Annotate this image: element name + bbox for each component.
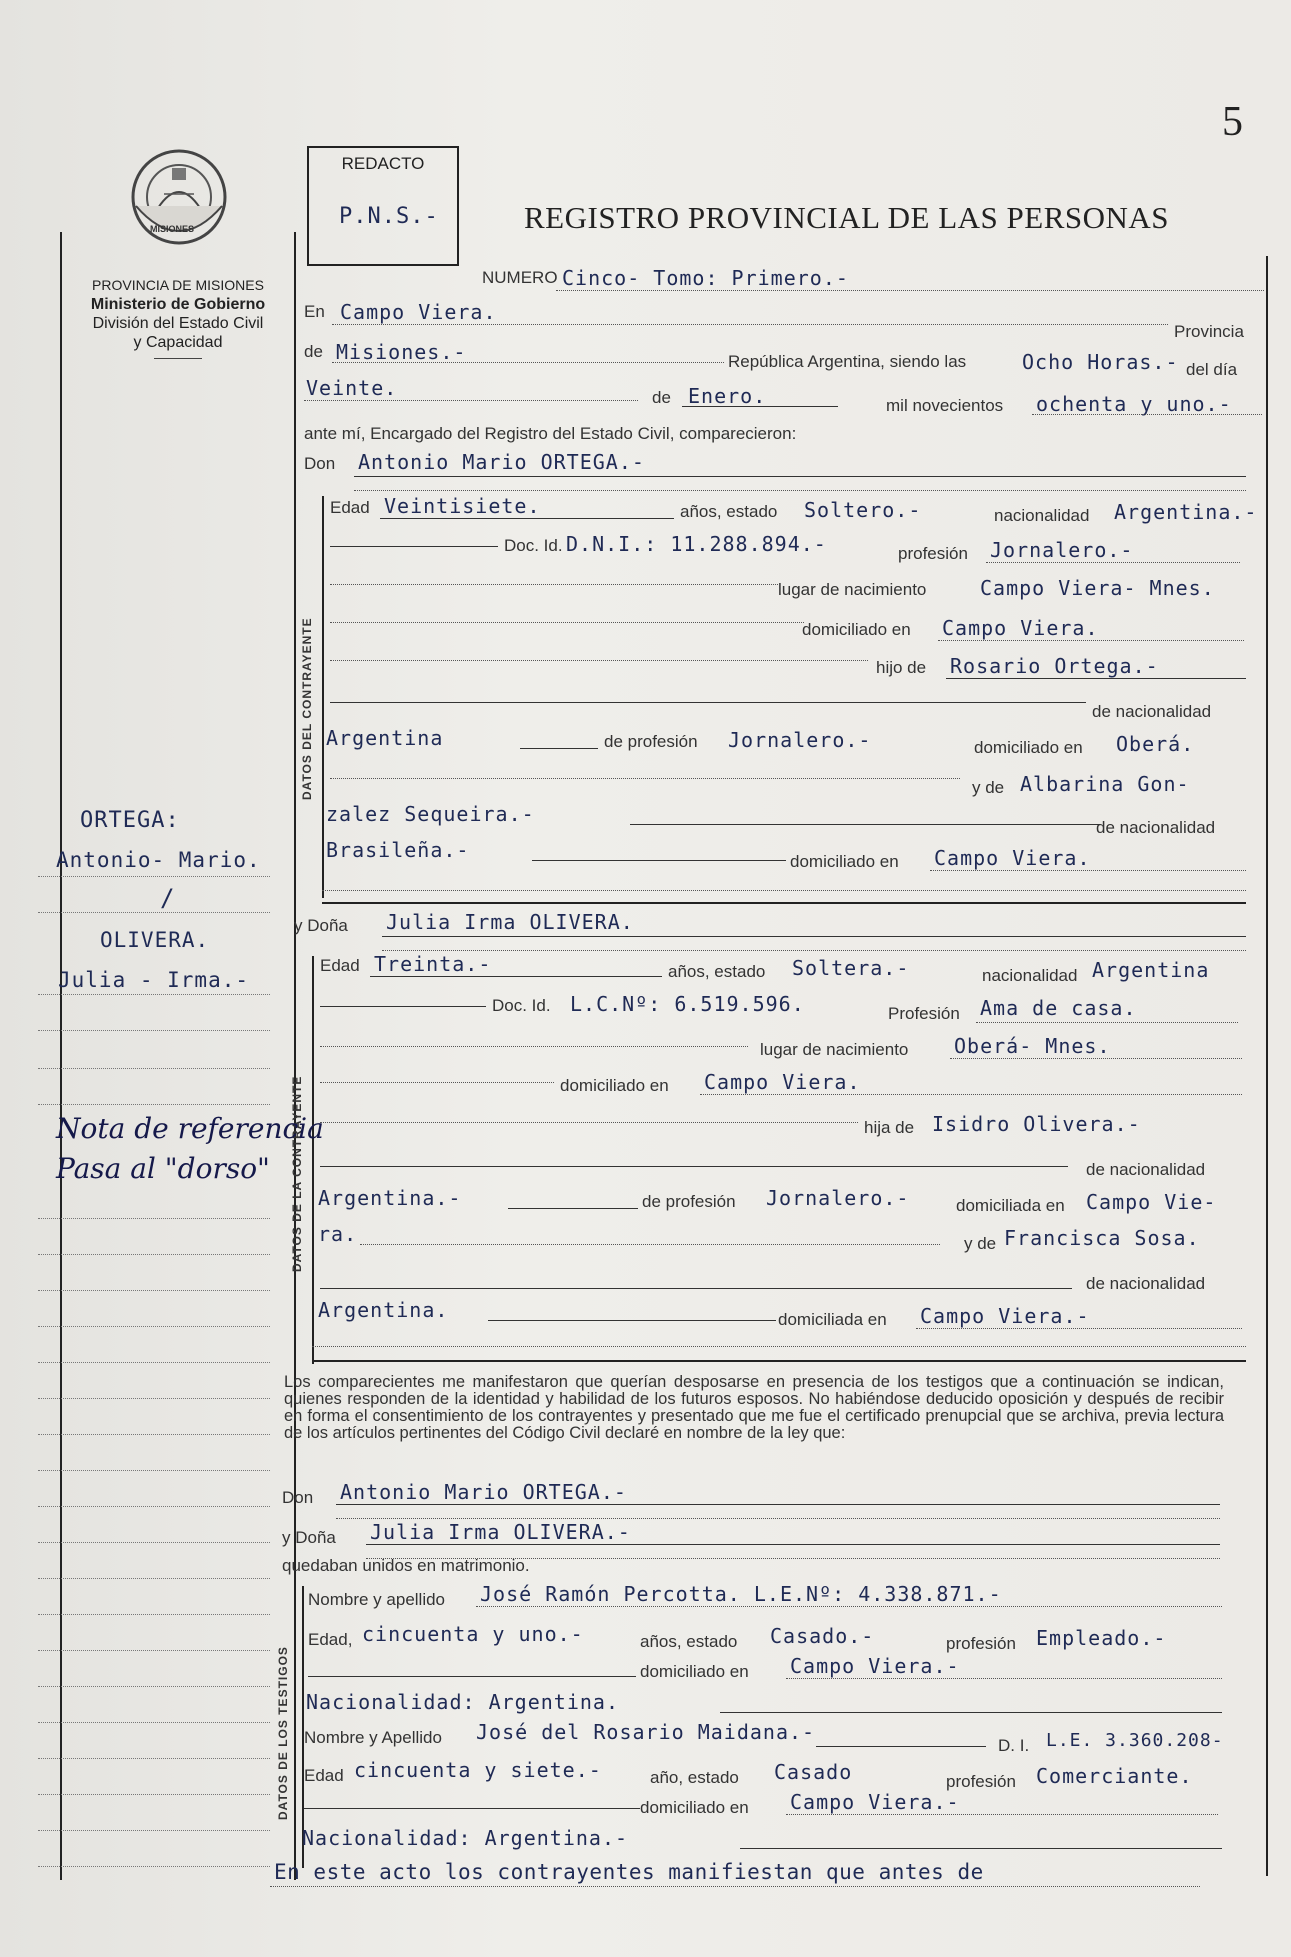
w2-nacionalidad: Nacionalidad: Argentina.- — [302, 1826, 629, 1850]
declaration-paragraph: Los comparecientes me manifestaron que querían desposarse en presencia de los testigos que a continuación se indican, quienes responden de la identidad y habilidad de los futuros esposos. No habiéndose deducido oposición y después de recibir en forma el consentimiento de los contrayentes y presentado que me fue el certificado prenupcial que se archiva, previa lectura de los artículos pertinentes del Código Civil declaré en nombre de la ley que: — [284, 1373, 1224, 1442]
bride-padre-dom-b: ra. — [318, 1222, 358, 1246]
margin-groom-surname: ORTEGA: — [80, 808, 180, 833]
de-mes-label: de — [652, 388, 671, 407]
groom-edad: Veintisiete. — [384, 494, 541, 518]
groom-doc: D.N.I.: 11.288.894.- — [566, 532, 827, 556]
groom-padre-nac: Argentina — [326, 726, 444, 750]
bride-edad-label: Edad — [320, 956, 360, 975]
margin-note-line2: Pasa al "dorso" — [56, 1152, 270, 1185]
bride-de-nacionalidad-label-2: de nacionalidad — [1086, 1274, 1206, 1293]
bride-madre-dom: Campo Viera.- — [920, 1304, 1090, 1328]
provincial-seal — [128, 146, 230, 248]
w1-profesion: Empleado.- — [1036, 1626, 1167, 1650]
groom-profesion-label: profesión — [898, 544, 968, 563]
w1-estado: Casado.- — [770, 1624, 875, 1648]
margin-separator: / — [160, 884, 176, 912]
bride-de-nacionalidad-label: de nacionalidad — [1086, 1160, 1206, 1179]
republica-label: República Argentina, siendo las — [728, 352, 967, 371]
de-value: Misiones.- — [336, 340, 467, 364]
w1-profesion-label: profesión — [946, 1634, 1016, 1653]
bride-lugar: Oberá- Mnes. — [954, 1034, 1111, 1058]
groom-madre-nac: Brasileña.- — [326, 838, 470, 862]
decl-don-label: Don — [282, 1488, 314, 1507]
bride-lugar-label: lugar de nacimiento — [760, 1040, 909, 1059]
groom-doc-label: Doc. Id. — [504, 536, 563, 555]
bride-domicilio: Campo Viera. — [704, 1070, 861, 1094]
groom-de-profesion-label: de profesión — [604, 732, 698, 751]
w2-estado: Casado — [774, 1760, 853, 1784]
margin-bride-surname: OLIVERA. — [100, 928, 210, 952]
groom-nacionalidad-label: nacionalidad — [994, 506, 1090, 525]
groom-madre-a: Albarina Gon- — [1020, 772, 1190, 796]
w1-domiciliado-label: domiciliado en — [640, 1662, 749, 1681]
ante-text: ante mí, Encargado del Registro del Estado Civil, comparecieron: — [304, 424, 797, 443]
groom-hijo-label: hijo de — [876, 658, 927, 677]
w2-edad-label: Edad — [304, 1766, 344, 1785]
w1-nombre: José Ramón Percotta. L.E.Nº: 4.338.871.- — [480, 1582, 1002, 1606]
bride-profesion: Ama de casa. — [980, 996, 1137, 1020]
agency-division: División del Estado Civil — [92, 315, 264, 332]
bride-de-profesion-label: de profesión — [642, 1192, 736, 1211]
groom-y-de-label: y de — [972, 778, 1005, 797]
agency-province: PROVINCIA DE MISIONES — [92, 277, 264, 293]
groom-lugar: Campo Viera- Mnes. — [980, 576, 1215, 600]
mil-label: mil novecientos — [886, 396, 1004, 415]
bride-padre-dom-a: Campo Vie- — [1086, 1190, 1217, 1214]
groom-domicilio: Campo Viera. — [942, 616, 1099, 640]
w1-domicilio: Campo Viera.- — [790, 1654, 960, 1678]
groom-section-label: DATOS DEL CONTRAYENTE — [300, 617, 314, 800]
bride-madre-nac: Argentina. — [318, 1298, 449, 1322]
groom-de-nacionalidad-label-2: de nacionalidad — [1096, 818, 1216, 837]
decl-don-name: Antonio Mario ORTEGA.- — [340, 1480, 627, 1504]
en-label: En — [304, 302, 325, 321]
groom-anios-estado-label: años, estado — [680, 502, 778, 521]
w2-doc-label: D. I. — [998, 1736, 1030, 1755]
bride-nacionalidad-label: nacionalidad — [982, 966, 1078, 985]
groom-de-nacionalidad-label: de nacionalidad — [1092, 702, 1212, 721]
w1-nacionalidad: Nacionalidad: Argentina. — [306, 1690, 619, 1714]
bride-section-label: DATOS DE LA CONTRAYENTE — [290, 1075, 304, 1272]
w1-edad-label: Edad, — [308, 1630, 353, 1649]
bride-doc: L.C.Nº: 6.519.596. — [570, 992, 805, 1016]
mes-value: Enero. — [688, 384, 767, 408]
dia-value: Veinte. — [306, 376, 398, 400]
bride-padre-prof: Jornalero.- — [766, 1186, 910, 1210]
decl-unidos: quedaban unidos en matrimonio. — [282, 1556, 530, 1575]
redacto-label: REDACTO — [341, 154, 425, 173]
groom-nacionalidad: Argentina.- — [1114, 500, 1258, 524]
w1-anios-estado-label: años, estado — [640, 1632, 738, 1651]
bride-profesion-label: Profesión — [888, 1004, 960, 1023]
w2-nombre: José del Rosario Maidana.- — [476, 1720, 816, 1744]
groom-padre-dom: Oberá. — [1116, 732, 1195, 756]
groom-madre-dom: Campo Viera. — [934, 846, 1091, 870]
w2-doc: L.E. 3.360.208- — [1046, 1730, 1224, 1751]
w2-profesion-label: profesión — [946, 1772, 1016, 1791]
seal-bottom-text: MISIONES — [150, 224, 195, 234]
closing-line: En este acto los contrayentes manifiestan que antes de — [274, 1860, 984, 1884]
witness-section-label: DATOS DE LOS TESTIGOS — [276, 1646, 290, 1820]
bride-padre: Isidro Olivera.- — [932, 1112, 1141, 1136]
bride-y-de-label: y de — [964, 1234, 997, 1253]
anio-value: ochenta y uno.- — [1036, 392, 1232, 416]
groom-lugar-label: lugar de nacimiento — [778, 580, 927, 599]
bride-edad: Treinta.- — [374, 952, 492, 976]
w2-domicilio: Campo Viera.- — [790, 1790, 960, 1814]
agency-ministry: Ministerio de Gobierno — [90, 296, 266, 313]
numero-value: Cinco- Tomo: Primero.- — [562, 266, 849, 290]
w2-nombre-label: Nombre y Apellido — [304, 1728, 442, 1747]
bride-nacionalidad: Argentina — [1092, 958, 1210, 982]
groom-padre-dom-label: domiciliado en — [974, 738, 1083, 757]
groom-madre-dom-label: domiciliado en — [790, 852, 899, 871]
decl-dona-name: Julia Irma OLIVERA.- — [370, 1520, 631, 1544]
agency-block — [58, 276, 298, 359]
decl-dona-label: y Doña — [282, 1528, 336, 1547]
bride-anios-estado-label: años, estado — [668, 962, 766, 981]
redacto-box — [307, 146, 459, 266]
margin-note-line1: Nota de referencia — [56, 1112, 324, 1145]
bride-padre-nac: Argentina.- — [318, 1186, 462, 1210]
de-label: de — [304, 342, 323, 361]
bride-estado: Soltera.- — [792, 956, 910, 980]
w2-edad: cincuenta y siete.- — [354, 1758, 602, 1782]
margin-groom-names: Antonio- Mario. — [56, 848, 261, 872]
w2-domiciliado-label: domiciliado en — [640, 1798, 749, 1817]
provincia-label: Provincia — [1174, 322, 1244, 341]
groom-name: Antonio Mario ORTEGA.- — [358, 450, 645, 474]
groom-padre: Rosario Ortega.- — [950, 654, 1159, 678]
groom-estado: Soltero.- — [804, 498, 922, 522]
bride-doc-label: Doc. Id. — [492, 996, 551, 1015]
bride-padre-dom-label: domiciliada en — [956, 1196, 1065, 1215]
page-title: REGISTRO PROVINCIAL DE LAS PERSONAS — [524, 200, 1170, 235]
w2-profesion: Comerciante. — [1036, 1764, 1193, 1788]
w1-nombre-label: Nombre y apellido — [308, 1590, 446, 1609]
groom-don-label: Don — [304, 454, 336, 473]
groom-profesion: Jornalero.- — [990, 538, 1134, 562]
w1-edad: cincuenta y uno.- — [362, 1622, 584, 1646]
margin-bride-names: Julia - Irma.- — [58, 968, 250, 992]
page-number: 5 — [1222, 99, 1243, 145]
numero-label: NUMERO — [482, 268, 558, 287]
bride-name: Julia Irma OLIVERA. — [386, 910, 634, 934]
groom-padre-prof: Jornalero.- — [728, 728, 872, 752]
redacto-initials: P.N.S.- — [339, 204, 439, 229]
w2-anios-estado-label: año, estado — [650, 1768, 739, 1787]
groom-madre-b: zalez Sequeira.- — [326, 802, 535, 826]
bride-madre: Francisca Sosa. — [1004, 1226, 1200, 1250]
bride-dona-label: y Doña — [294, 916, 348, 935]
del-dia-label: del día — [1186, 360, 1238, 379]
bride-domiciliado-label: domiciliado en — [560, 1076, 669, 1095]
hora-value: Ocho Horas.- — [1022, 350, 1179, 374]
bride-hija-label: hija de — [864, 1118, 915, 1137]
bride-madre-dom-label: domiciliada en — [778, 1310, 887, 1329]
agency-capacity: y Capacidad — [133, 334, 223, 351]
en-value: Campo Viera. — [340, 300, 497, 324]
groom-domiciliado-label: domiciliado en — [802, 620, 911, 639]
groom-edad-label: Edad — [330, 498, 370, 517]
